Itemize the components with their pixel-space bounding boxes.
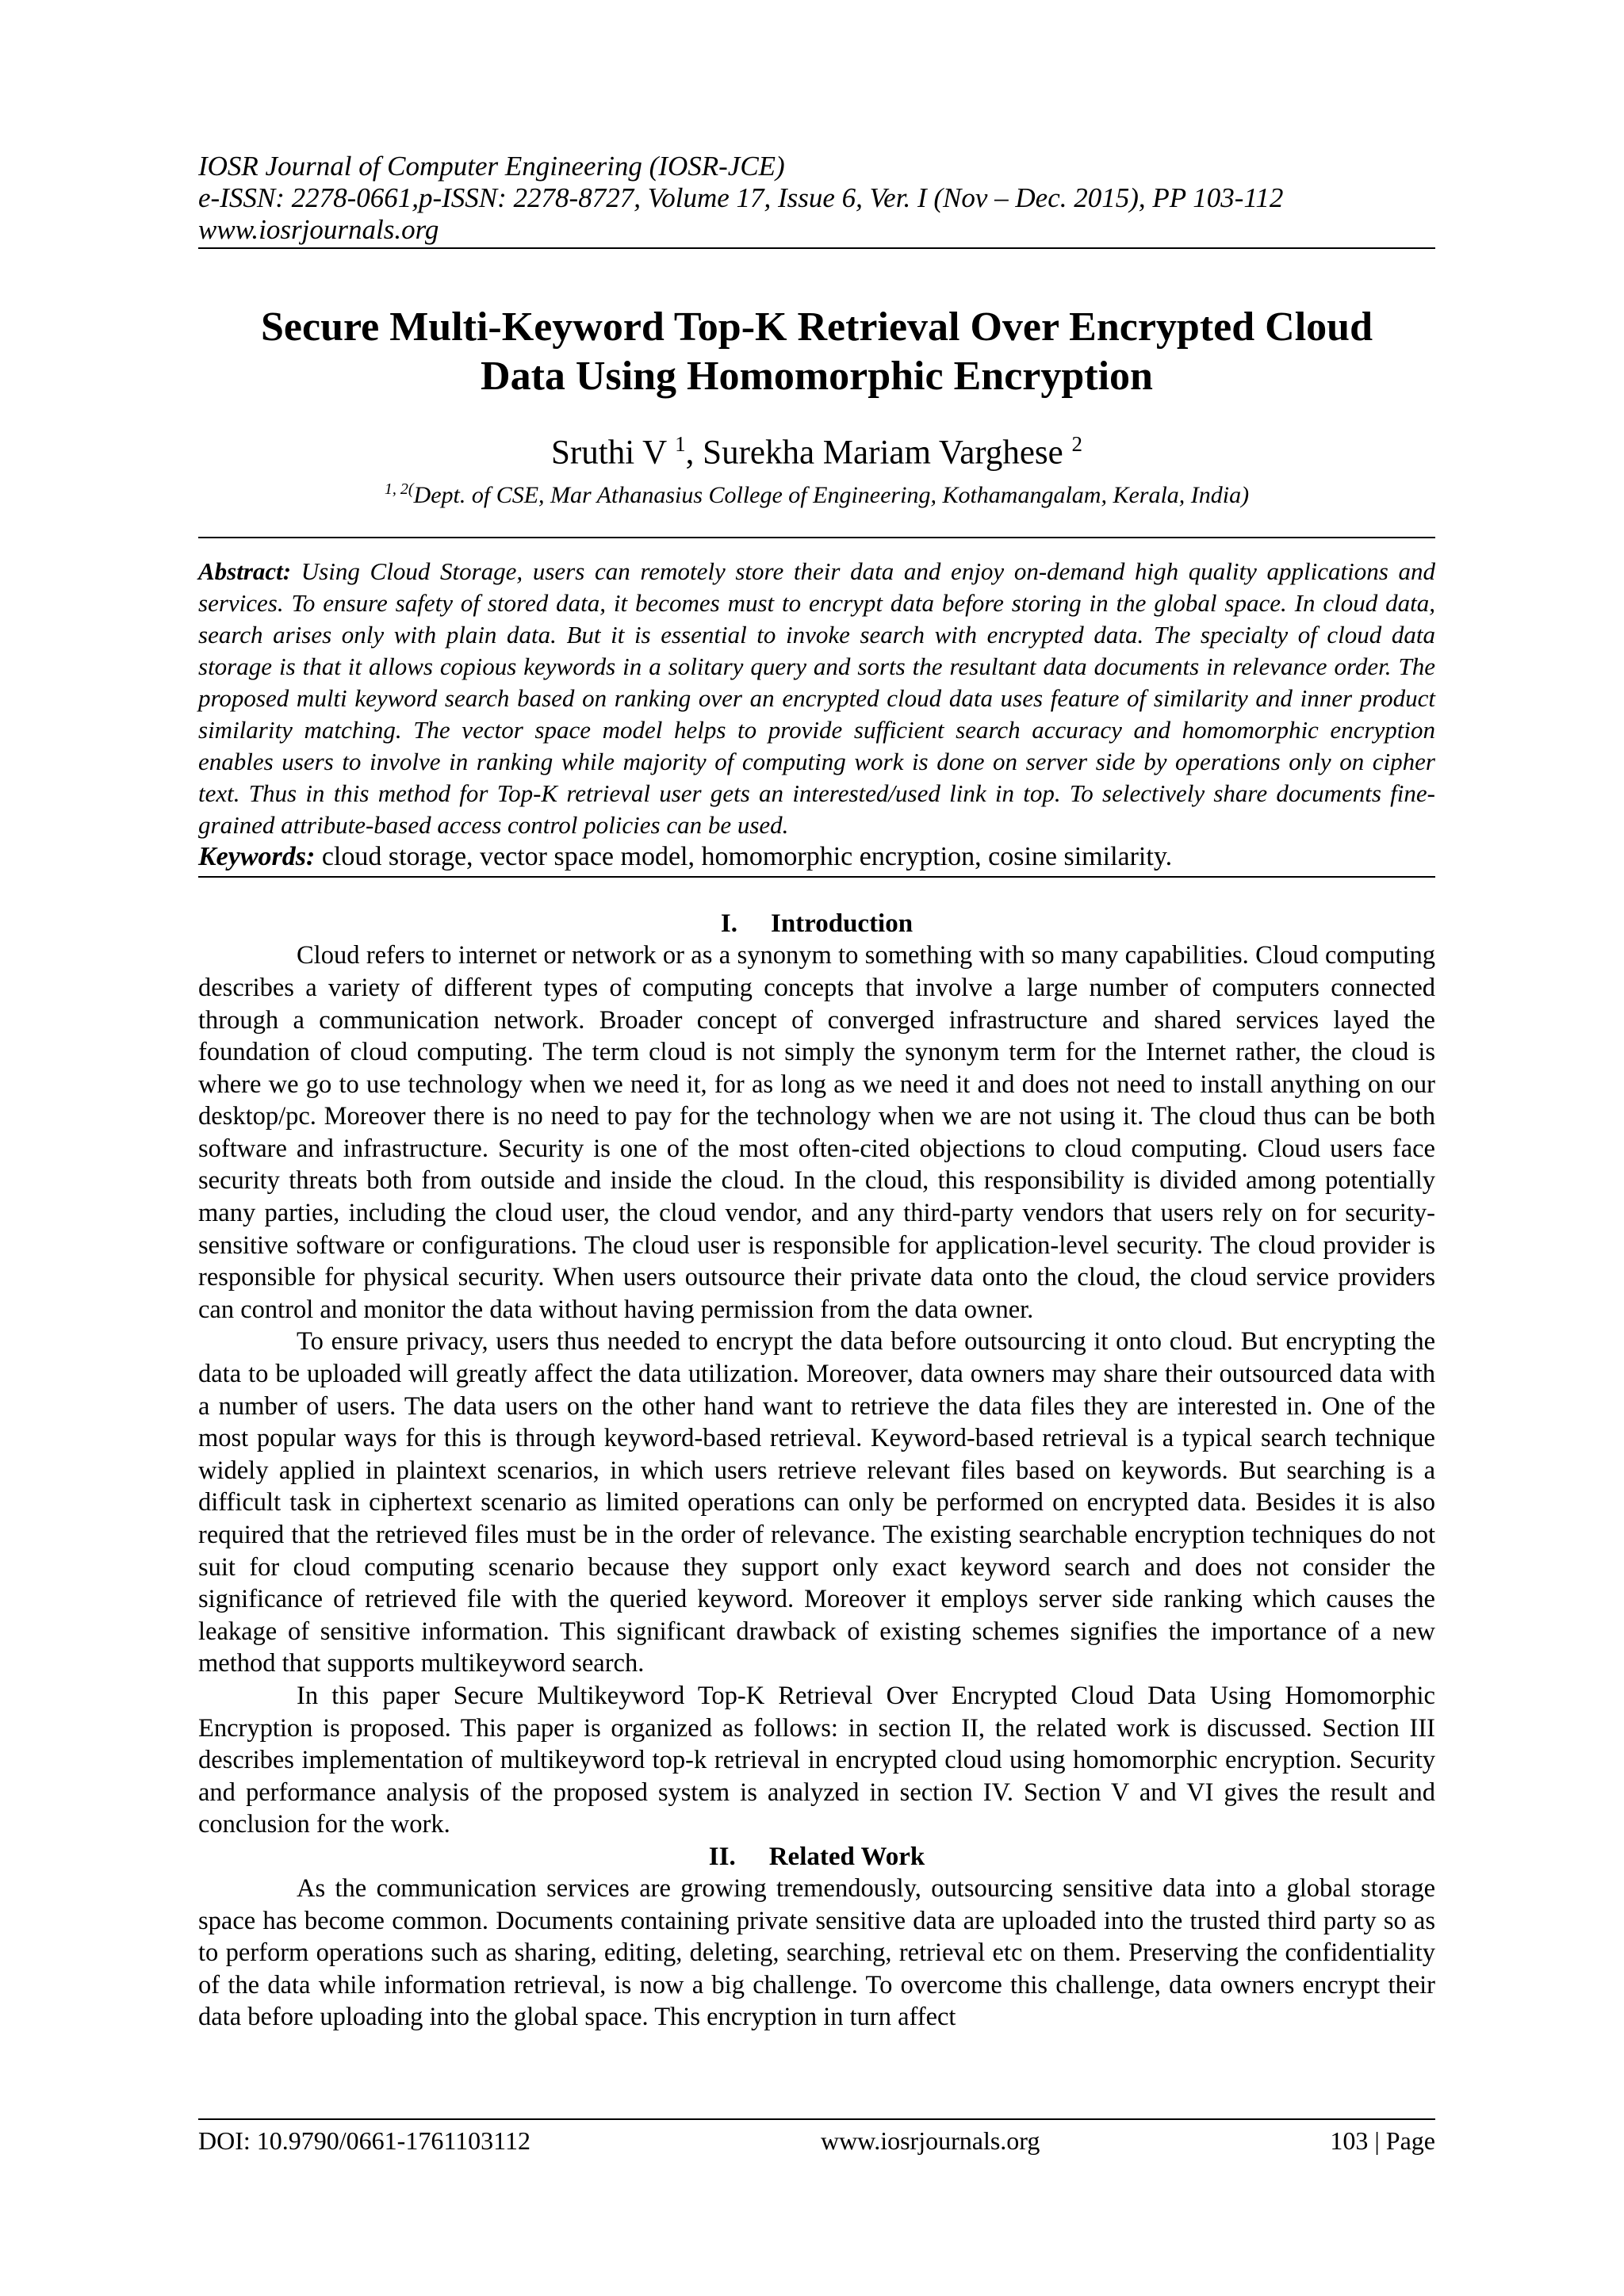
keywords (198, 841, 1435, 873)
abstract-label: Abstract: (198, 557, 292, 586)
section-number: I. (720, 909, 737, 939)
footer-rule (198, 2118, 1435, 2120)
section-number: II. (708, 1842, 736, 1871)
footer-website: www.iosrjournals.org (820, 2126, 1040, 2155)
affiliation-superscript: 1, 2( (384, 480, 414, 499)
author-name: Sruthi V (551, 434, 667, 472)
page-footer (198, 2118, 1435, 2156)
section-heading-related-work (198, 1841, 1435, 1873)
footer-doi: DOI: 10.9790/0661-1761103112 (198, 2126, 530, 2155)
abstract (198, 556, 1435, 841)
abstract-text: Using Cloud Storage, users can remotely store their data and enjoy on-demand high quality applications and services. To ensure safety of stored data, it becomes must to encrypt data before storing in the global space. In cloud data, search arises only with plain data. But it is essential to invoke search with encrypted data. The specialty of cloud data storage is that it allows copious keywords in a solitary query and sorts the resultant data documents in relevance order. The proposed multi keyword search based on ranking over an encrypted cloud data uses feature of similarity and inner product similarity matching. The vector space model helps to provide sufficient search accuracy and homomorphic encryption enables users to involve in ranking while majority of computing work is done on server side by operations only on cipher text. Thus in this method for Top-K retrieval user gets an interested/used link in top. To selectively share documents fine-grained attribute-based access control policies can be used. (198, 557, 1435, 840)
paper-page (198, 151, 1435, 2034)
journal-header (198, 151, 1435, 246)
footer-row (198, 2125, 1435, 2156)
keywords-label: Keywords: (198, 842, 316, 872)
author-name: Surekha Mariam Varghese (703, 434, 1063, 472)
section-title: Introduction (770, 909, 914, 939)
author-line (198, 423, 1435, 473)
journal-name: IOSR Journal of Computer Engineering (IOSR-JCE) (198, 151, 785, 182)
affiliation (198, 473, 1435, 511)
section-heading-introduction (198, 908, 1435, 939)
author-superscript: 1 (675, 432, 686, 456)
section-title: Related Work (768, 1842, 925, 1871)
abstract-top-rule (198, 537, 1435, 538)
author-superscript: 2 (1071, 432, 1082, 456)
affiliation-text: Dept. of CSE, Mar Athanasius College of Engineering, Kothamangalam, Kerala, India) (413, 482, 1250, 509)
keywords-text: cloud storage, vector space model, homomorphic encryption, cosine similarity. (321, 842, 1173, 872)
paragraph: As the communication services are growing tremendously, outsourcing sensitive data into a global storage space has become common. Documents containing private sensitive data are uploaded into the trusted third party so as to perform operations such as sharing, editing, deleting, searching, retrieval etc on them. Preserving the confidentiality of the data while information retrieval, is now a big challenge. To overcome this challenge, data owners encrypt their data before uploading into the global space. This encryption in turn affect (198, 1873, 1435, 2032)
author-separator: , (685, 434, 703, 472)
paragraph: In this paper Secure Multikeyword Top-K Retrieval Over Encrypted Cloud Data Using Homomorphic Encryption is proposed. This paper is organized as follows: in section II, the related work is discussed. Section III describes implementation of multikeyword top-k retrieval in encrypted cloud using homomorphic encryption. Security and performance analysis of the proposed system is analyzed in section IV. Section V and VI gives the result and conclusion for the work. (198, 1681, 1435, 1839)
paragraph: Cloud refers to internet or network or as a synonym to something with so many capabilities. Cloud computing describes a variety of different types of computing concepts that involve a large number of computers connected through a communication network. Broader concept of converged infrastructure and shared services layed the foundation of cloud computing. The term cloud is not simply the synonym term for the Internet rather, the cloud is where we go to use technology when we need it, for as long as we need it and does not need to install anything on our desktop/pc. Moreover there is no need to pay for the technology when we are not using it. The cloud thus can be both software and infrastructure. Security is one of the most often-cited objections to cloud computing. Cloud users face security threats both from outside and inside the cloud. In the cloud, this responsibility is divided among potentially many parties, including the cloud user, the cloud vendor, and any third-party vendors that users rely on for security-sensitive software or configurations. The cloud user is responsible for application-level security. The cloud provider is responsible for physical security. When users outsource their private data onto the cloud, the cloud service providers can control and monitor the data without having permission from the data owner. (198, 941, 1435, 1324)
header-rule (198, 247, 1435, 249)
issn-line: e-ISSN: 2278-0661,p-ISSN: 2278-8727, Volume 17, Issue 6, Ver. I (Nov – Dec. 2015), PP 103-112 (198, 182, 1284, 213)
paragraph: To ensure privacy, users thus needed to encrypt the data before outsourcing it onto cloud. But encrypting the data to be uploaded will greatly affect the data utilization. Moreover, data owners may share their outsourced data with a number of users. The data users on the other hand want to retrieve the data files they are interested in. One of the most popular ways for this is through keyword-based retrieval. Keyword-based retrieval is a typical search technique widely applied in plaintext scenarios, in which users retrieve relevant files based on keywords. But searching is a difficult task in ciphertext scenario as limited operations can only be performed on encrypted data. Besides it is also required that the retrieved files must be in the order of relevance. The existing searchable encryption techniques do not suit for cloud computing scenario because they support only exact keyword search and does not consider the significance of retrieved file with the queried keyword. Moreover it employs server side ranking which causes the leakage of sensitive information. This significant drawback of existing schemes signifies the importance of a new method that supports multikeyword search. (198, 1327, 1435, 1678)
paper-title: Secure Multi-Keyword Top-K Retrieval Over Encrypted Cloud Data Using Homomorphic Encryption (261, 304, 1373, 399)
footer-page-number: 103 | Page (1330, 2126, 1435, 2155)
abstract-bottom-rule (198, 876, 1435, 878)
journal-website: www.iosrjournals.org (198, 214, 439, 245)
